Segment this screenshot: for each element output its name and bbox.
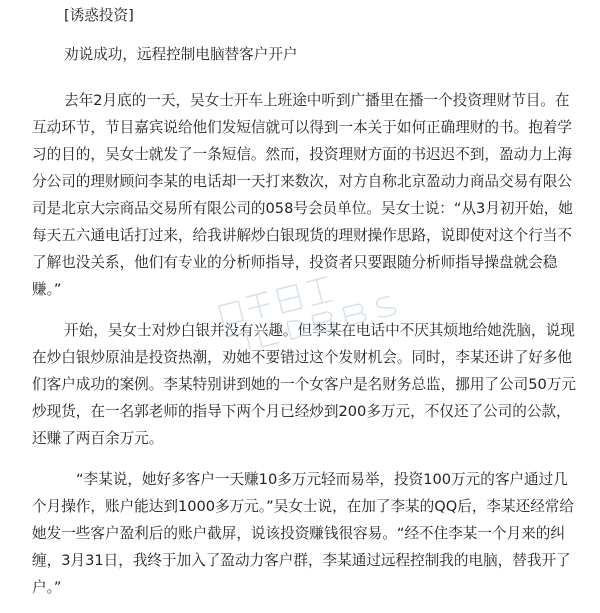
paragraph-2: 开始，吴女士对炒白银并没有兴趣。但李某在电话中不厌其烦地给她洗脑，说现在炒白银炒原油是投资热潮，劝她不要错过这个发财机会。同时，李某还讲了好多他们客户成功的案例。李某特别讲到她的一个女客户是名财务总监，挪用了公司50万元炒现货，在一名郭老师的指导下两个月已经炒到200多万元，不仅还了公司的公款，还赚了两百余万元。	[32, 322, 576, 447]
article-subheading: 劝说成功，远程控制电脑替客户开户	[64, 46, 298, 63]
section-heading: [诱惑投资]	[64, 7, 134, 24]
paragraph-1: 去年2月底的一天，吴女士开车上班途中听到广播里在播一个投资理财节目。在互动环节，节目嘉宾说给他们发短信就可以得到一本关于如何正确理财的书。抱着学习的目的，吴女士就发了一条短信。然而，投资理财方面的书迟迟不到，盈动力上海分公司的理财顾问李某的电话却一天打来数次，对方自称北京盈动力商品交易有限公司是北京大宗商品交易所有限公司的058号会员单位。吴女士说：“从3月初开始，她每天五六通电话打过来，给我讲解炒白银现货的理财操作思路，说即使对这个行当不了解也没关系，他们有专业的分析师指导，投资者只要跟随分析师指导操盘就会稳赚。”	[32, 92, 573, 298]
paragraph-3: “李某说，她好多客户一天赚10多万元轻而易举，投资100万元的客户通过几个月操作，账户能达到1000多万元。”吴女士说，在加了李某的QQ后，李某还经常给她发一些客户盈利后的账户截屏，说该投资赚钱很容易。“经不住李某一个月来的纠缠，3月31日，我终于加入了盈动力客户群，李某通过远程控制我的电脑，替我开了户。”	[32, 471, 574, 596]
